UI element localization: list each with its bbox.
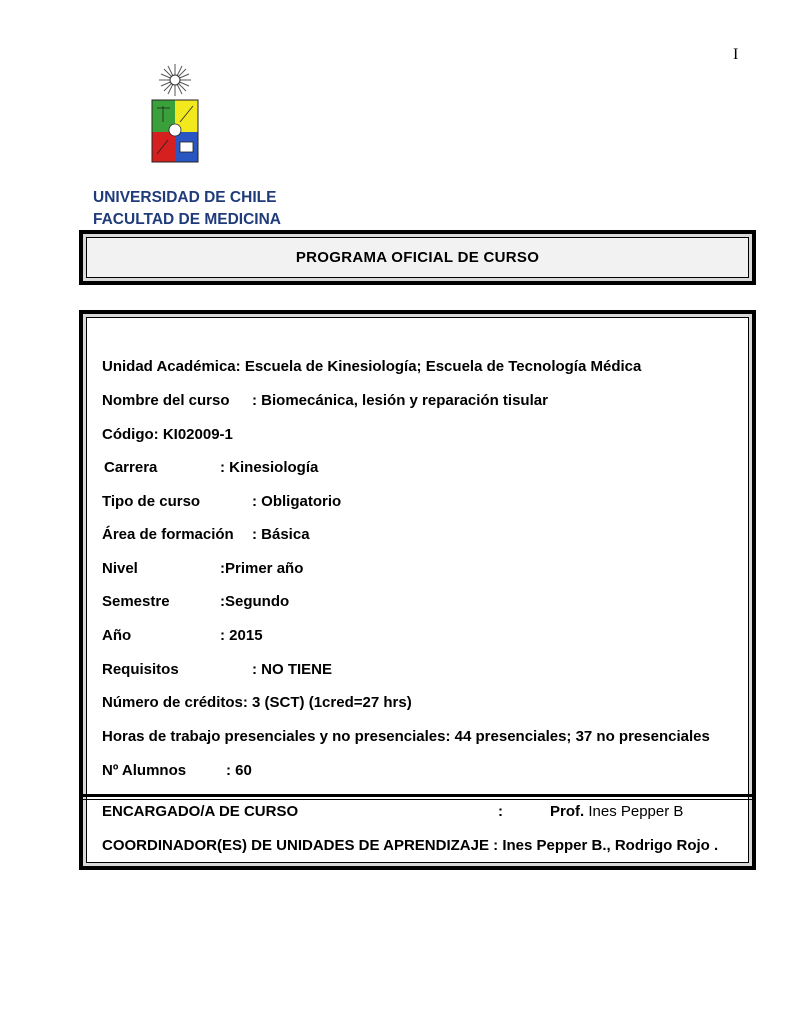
field-encargado-prefix: Prof. [550, 803, 585, 820]
field-area [102, 526, 310, 543]
field-creditos-value: 3 (SCT) (1cred=27 hrs) [252, 694, 412, 711]
field-horas-label: Horas de trabajo presenciales y no presenciales: [102, 728, 451, 745]
title-box [79, 230, 756, 285]
field-coordinador [102, 837, 718, 854]
section-divider-inner [83, 799, 752, 800]
field-area-value: : Básica [252, 526, 310, 543]
field-encargado-name: Ines Pepper B [588, 803, 684, 820]
field-nivel-value: :Primer año [220, 560, 304, 577]
field-semestre-label: Semestre [102, 593, 170, 610]
field-nivel [102, 560, 303, 577]
field-codigo-label: Código: [102, 426, 159, 443]
page-title: PROGRAMA OFICIAL DE CURSO [86, 237, 749, 278]
field-encargado [102, 803, 683, 820]
field-horas [102, 728, 710, 745]
institution-header [93, 187, 281, 231]
field-carrera-label: Carrera [104, 459, 158, 476]
field-alumnos-value: : 60 [226, 762, 252, 779]
field-carrera [104, 459, 318, 476]
field-coordinador-value: Ines Pepper B., Rodrigo Rojo . [502, 837, 719, 854]
field-semestre-value: :Segundo [220, 593, 290, 610]
field-anio-value: : 2015 [220, 627, 263, 644]
field-coordinador-label: COORDINADOR(ES) DE UNIDADES DE APRENDIZAJE : [102, 837, 499, 854]
field-nombre-label: Nombre del curso [102, 392, 230, 409]
faculty-name: FACULTAD DE MEDICINA [93, 211, 281, 228]
field-horas-value: 44 presenciales; 37 no presenciales [454, 728, 710, 745]
field-unidad-value: Escuela de Kinesiología; Escuela de Tecnología Médica [244, 358, 642, 375]
course-info-inner [86, 317, 749, 863]
field-anio [102, 627, 263, 644]
field-codigo [102, 426, 233, 443]
field-tipo-label: Tipo de curso [102, 493, 201, 510]
field-encargado-label: ENCARGADO/A DE CURSO [102, 803, 299, 820]
field-creditos [102, 694, 412, 711]
field-requisitos-value: : NO TIENE [252, 661, 333, 678]
course-info-box [79, 310, 756, 870]
university-crest-logo [146, 62, 204, 166]
field-encargado-colon: : [498, 803, 503, 820]
field-tipo-value: : Obligatorio [252, 493, 342, 510]
field-semestre [102, 593, 289, 610]
field-nombre-value: : Biomecánica, lesión y reparación tisular [252, 392, 548, 409]
field-unidad [102, 358, 641, 375]
field-creditos-label: Número de créditos: [102, 694, 248, 711]
field-codigo-value: KI02009-1 [162, 426, 233, 443]
field-unidad-label: Unidad Académica: [102, 358, 241, 375]
field-carrera-value: : Kinesiología [220, 459, 319, 476]
field-nombre [102, 392, 548, 409]
section-divider [83, 794, 752, 797]
field-requisitos-label: Requisitos [102, 661, 179, 678]
university-name: UNIVERSIDAD DE CHILE [93, 189, 277, 206]
page-number: I [733, 46, 739, 63]
field-anio-label: Año [102, 627, 132, 644]
field-tipo [102, 493, 341, 510]
field-alumnos-label: Nº Alumnos [102, 762, 187, 779]
field-requisitos [102, 661, 332, 678]
field-alumnos [102, 762, 252, 779]
field-nivel-label: Nivel [102, 560, 138, 577]
field-area-label: Área de formación [102, 526, 234, 543]
